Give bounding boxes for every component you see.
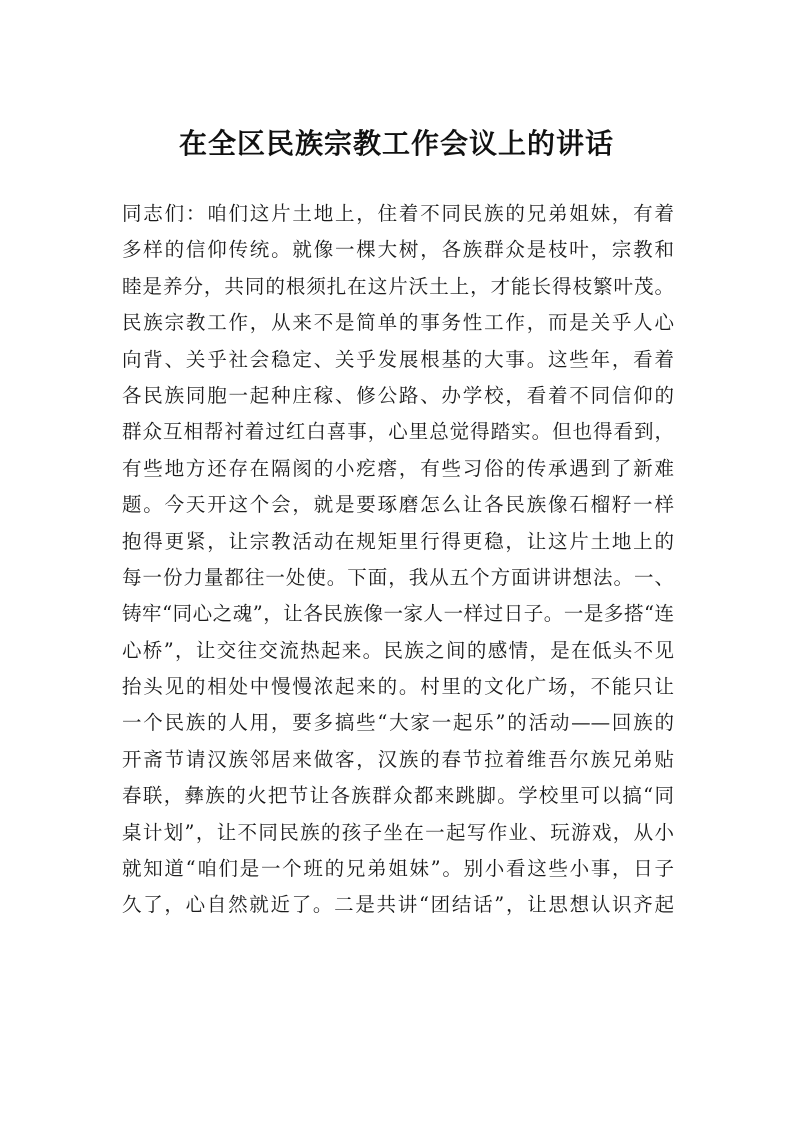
text-line: 铸牢“同心之魂”，让各民族像一家人一样过日子。一是多搭“连: [122, 602, 674, 626]
text-line: 桌计划”，让不同民族的孩子坐在一起写作业、玩游戏，从小: [122, 820, 674, 844]
text-line: 各民族同胞一起种庄稼、修公路、办学校，看着不同信仰的: [122, 383, 674, 407]
text-line: 向背、关乎社会稳定、关乎发展根基的大事。这些年，看着: [122, 347, 674, 371]
text-line: 睦是养分，共同的根须扎在这片沃土上，才能长得枝繁叶茂。: [122, 274, 674, 298]
text-line: 多样的信仰传统。就像一棵大树，各族群众是枝叶，宗教和: [122, 238, 674, 262]
text-line: 一个民族的人用，要多搞些“大家一起乐”的活动——回族的: [122, 711, 674, 735]
text-line: 群众互相帮衬着过红白喜事，心里总觉得踏实。但也得看到，: [122, 420, 674, 444]
text-line: 抱得更紧，让宗教活动在规矩里行得更稳，让这片土地上的: [122, 529, 674, 553]
text-line: 就知道“咱们是一个班的兄弟姐妹”。别小看这些小事，日子: [122, 857, 674, 881]
text-line: 同志们：咱们这片土地上，住着不同民族的兄弟姐妹，有着: [122, 202, 674, 225]
text-line: 抬头见的相处中慢慢浓起来的。村里的文化广场，不能只让: [122, 675, 674, 699]
text-line: 久了，心自然就近了。二是共讲“团结话”，让思想认识齐起: [122, 893, 674, 917]
text-line: 心桥”，让交往交流热起来。民族之间的感情，是在低头不见: [122, 638, 674, 662]
text-line: 开斋节请汉族邻居来做客，汉族的春节拉着维吾尔族兄弟贴: [122, 747, 674, 771]
text-line: 每一份力量都往一处使。下面，我从五个方面讲讲想法。一、: [122, 565, 674, 589]
text-line: 题。今天开这个会，就是要琢磨怎么让各民族像石榴籽一样: [122, 493, 674, 517]
page-title: 在全区民族宗教工作会议上的讲话: [178, 127, 614, 160]
text-line: 春联，彝族的火把节让各族群众都来跳脚。学校里可以搞“同: [122, 784, 674, 808]
text-line: 民族宗教工作，从来不是简单的事务性工作，而是关乎人心: [122, 311, 674, 335]
speech-body: [122, 196, 674, 924]
text-line: 有些地方还存在隔阂的小疙瘩，有些习俗的传承遇到了新难: [122, 456, 674, 480]
